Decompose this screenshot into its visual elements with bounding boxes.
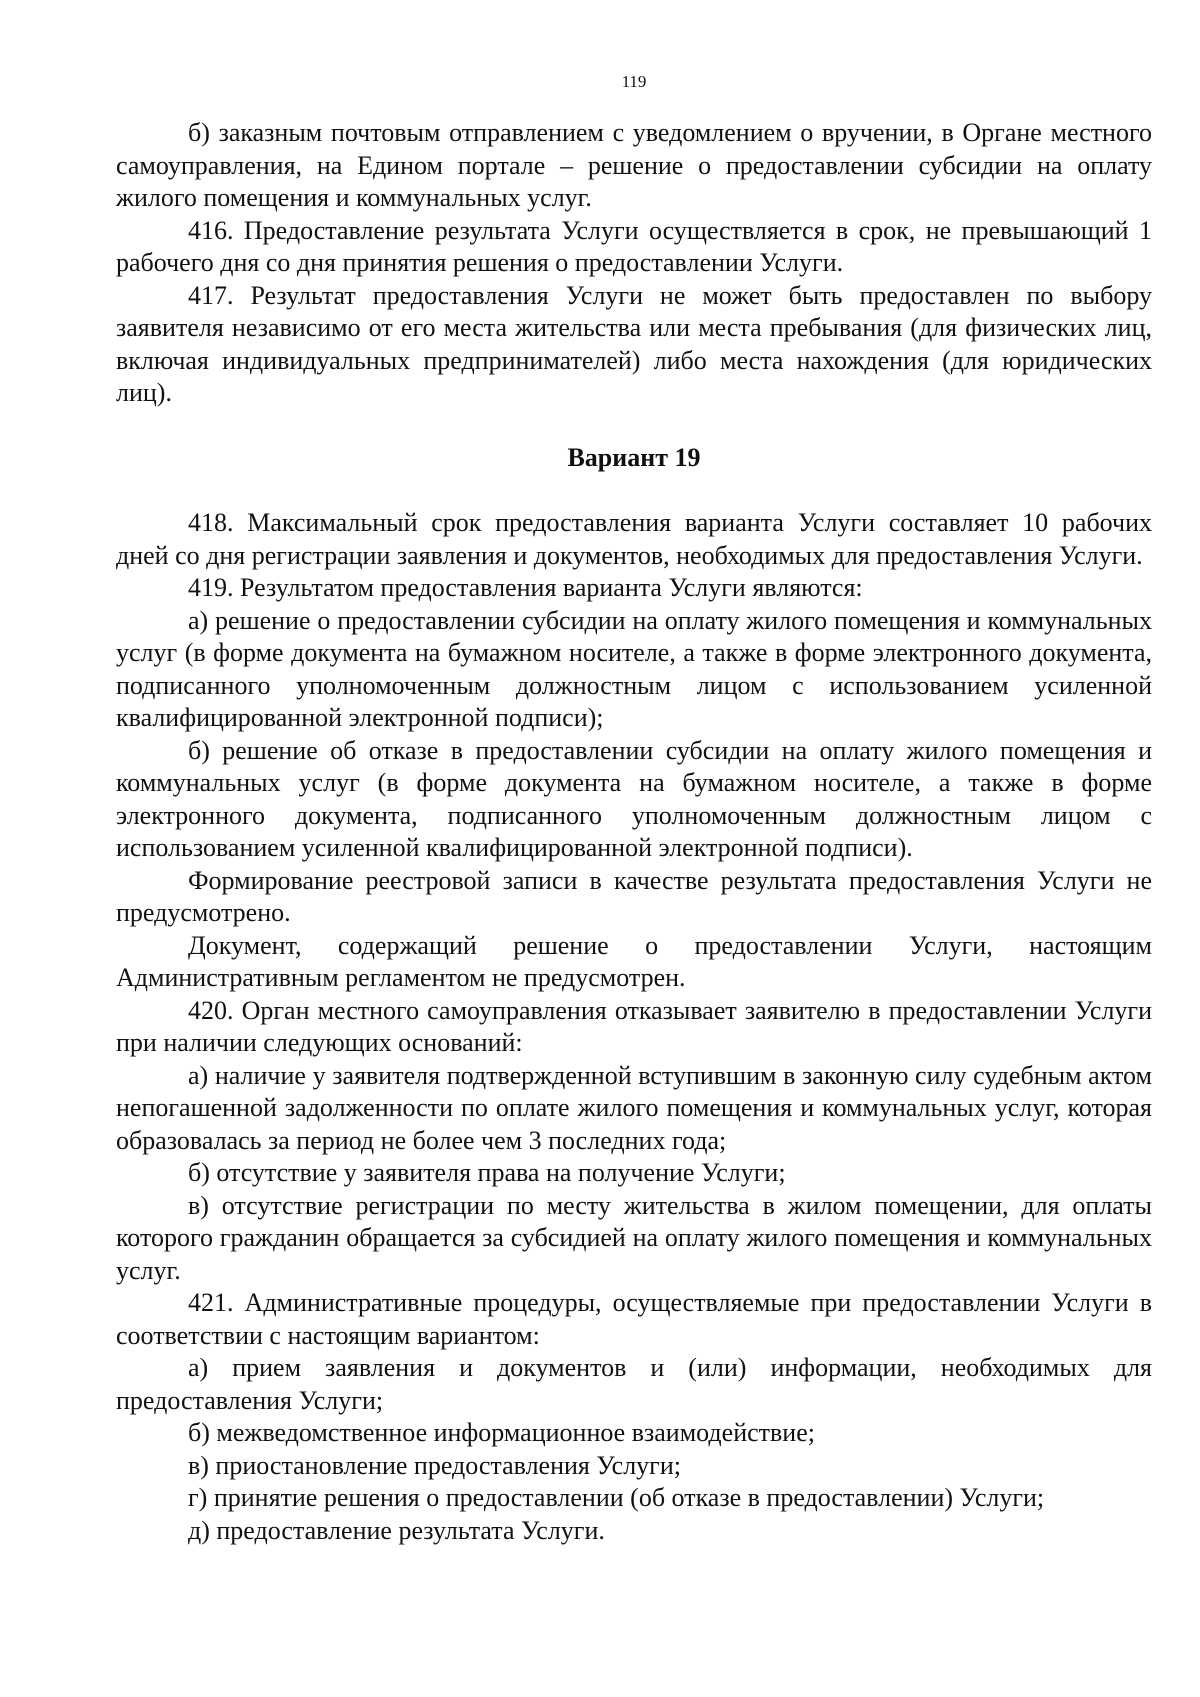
paragraph-420: 420. Орган местного самоуправления отказывает заявителю в предоставлении Услуги при наличии следующих оснований:: [116, 995, 1152, 1057]
paragraph-decision-document: Документ, содержащий решение о предоставлении Услуги, настоящим Административным регламентом не предусмотрен.: [116, 930, 1152, 992]
paragraph-421-a: а) прием заявления и документов и (или) информации, необходимых для предоставления Услуги;: [116, 1353, 1152, 1415]
paragraph-416: 416. Предоставление результата Услуги осуществляется в срок, не превышающий 1 рабочего дня со дня принятия решения о предоставлении Услуги.: [116, 215, 1152, 277]
paragraph-419: 419. Результатом предоставления варианта Услуги являются:: [188, 573, 863, 602]
paragraph-delivery-method-b: б) заказным почтовым отправлением с уведомлением о вручении, в Органе местного самоуправления, на Едином портале – решение о предоставлении субсидии на оплату жилого помещения и коммунальных услуг.: [116, 118, 1152, 212]
section-heading: Вариант 19: [567, 442, 701, 472]
document-body: [116, 117, 1152, 1547]
paragraph-420-b: б) отсутствие у заявителя права на получение Услуги;: [188, 1158, 786, 1187]
section-heading-block: [116, 410, 1152, 508]
paragraph-421-c: в) приостановление предоставления Услуги;: [188, 1450, 681, 1480]
paragraph-421: 421. Административные процедуры, осуществляемые при предоставлении Услуги в соответствии с настоящим вариантом:: [116, 1288, 1152, 1350]
paragraph-registry-record: Формирование реестровой записи в качестве результата предоставления Услуги не предусмотрено.: [116, 865, 1152, 927]
paragraph-421-d: г) принятие решения о предоставлении (об отказе в предоставлении) Услуги;: [188, 1483, 1045, 1512]
paragraph-418: 418. Максимальный срок предоставления варианта Услуги составляет 10 рабочих дней со дня регистрации заявления и документов, необходимых для предоставления Услуги.: [116, 508, 1152, 570]
paragraph-421-e: д) предоставление результата Услуги.: [188, 1515, 605, 1545]
paragraph-420-a: а) наличие у заявителя подтвержденной вступившим в законную силу судебным актом непогашенной задолженности по оплате жилого помещения и коммунальных услуг, которая образовалась за период не более чем 3 последних года;: [116, 1060, 1152, 1155]
paragraph-419-a: а) решение о предоставлении субсидии на оплату жилого помещения и коммунальных услуг (в форме документа на бумажном носителе, а также в форме электронного документа, подписанного уполномоченным должностным лицом с использованием усиленной квалифицированной электронной подписи);: [116, 605, 1152, 732]
paragraph-419-b: б) решение об отказе в предоставлении субсидии на оплату жилого помещения и коммунальных услуг (в форме документа на бумажном носителе, а также в форме электронного документа, подписанного уполномоченным должностным лицом с использованием усиленной квалифицированной электронной подписи).: [116, 735, 1152, 862]
paragraph-421-b: б) межведомственное информационное взаимодействие;: [188, 1418, 815, 1447]
paragraph-417: 417. Результат предоставления Услуги не может быть предоставлен по выбору заявителя независимо от его места жительства или места пребывания (для физических лиц, включая индивидуальных предпринимателей) либо места нахождения (для юридических лиц).: [116, 280, 1152, 407]
paragraph-420-c: в) отсутствие регистрации по месту жительства в жилом помещении, для оплаты которого гражданин обращается за субсидией на оплату жилого помещения и коммунальных услуг.: [116, 1190, 1152, 1285]
page-number: 119: [621, 72, 647, 91]
